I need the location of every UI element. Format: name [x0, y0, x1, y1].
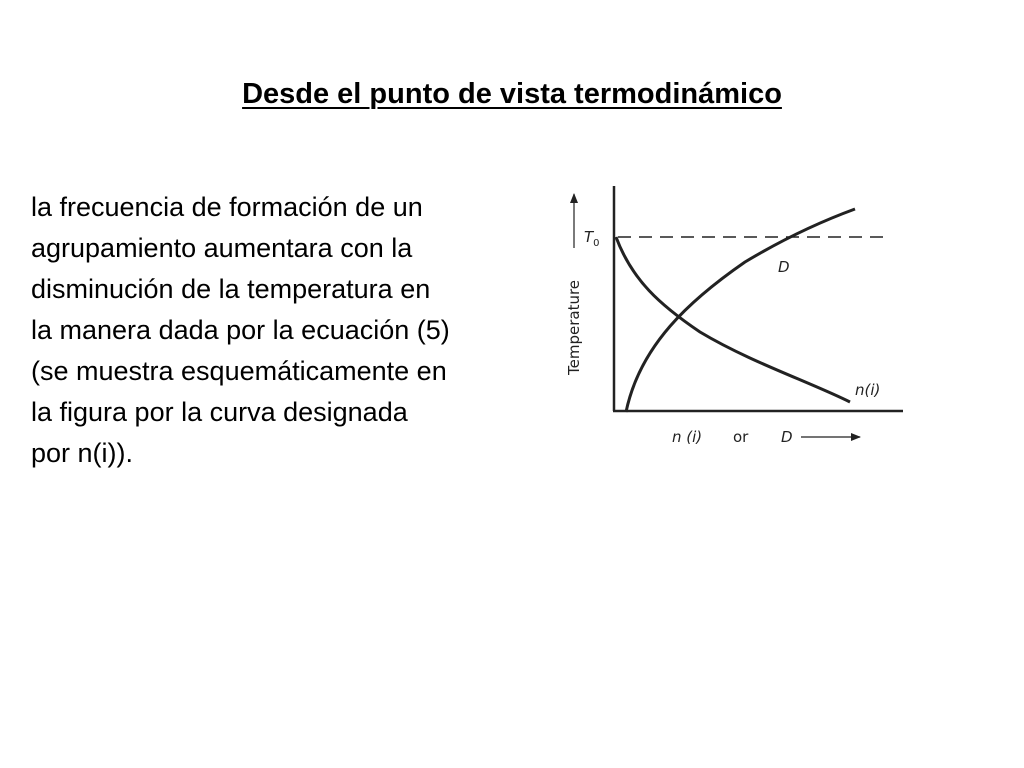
- temperature-diagram: [540, 175, 920, 460]
- ni-curve-label: n(i): [855, 381, 881, 399]
- body-paragraph: [31, 187, 531, 474]
- t0-subscript: 0: [593, 238, 600, 249]
- x-label-ni: n (i): [672, 428, 703, 446]
- y-axis-label: Temperature: [565, 279, 583, 375]
- t0-letter: T: [584, 228, 594, 246]
- x-label-d: D: [781, 428, 793, 446]
- t0-label: [584, 228, 600, 249]
- body-line: por n(i)).: [31, 438, 134, 468]
- d-curve-label: D: [778, 258, 790, 276]
- ni-curve: [616, 237, 850, 402]
- body-line: la figura por la curva designada: [31, 397, 408, 427]
- slide-title: Desde el punto de vista termodinámico: [242, 78, 782, 110]
- body-line: (se muestra esquemáticamente en: [31, 356, 447, 386]
- body-line: disminución de la temperatura en: [31, 274, 431, 304]
- d-curve: [626, 209, 855, 412]
- body-line: la frecuencia de formación de un: [31, 192, 423, 222]
- body-line: la manera dada por la ecuación (5): [31, 315, 450, 345]
- body-line: agrupamiento aumentara con la: [31, 233, 413, 263]
- x-label-or: or: [733, 428, 749, 446]
